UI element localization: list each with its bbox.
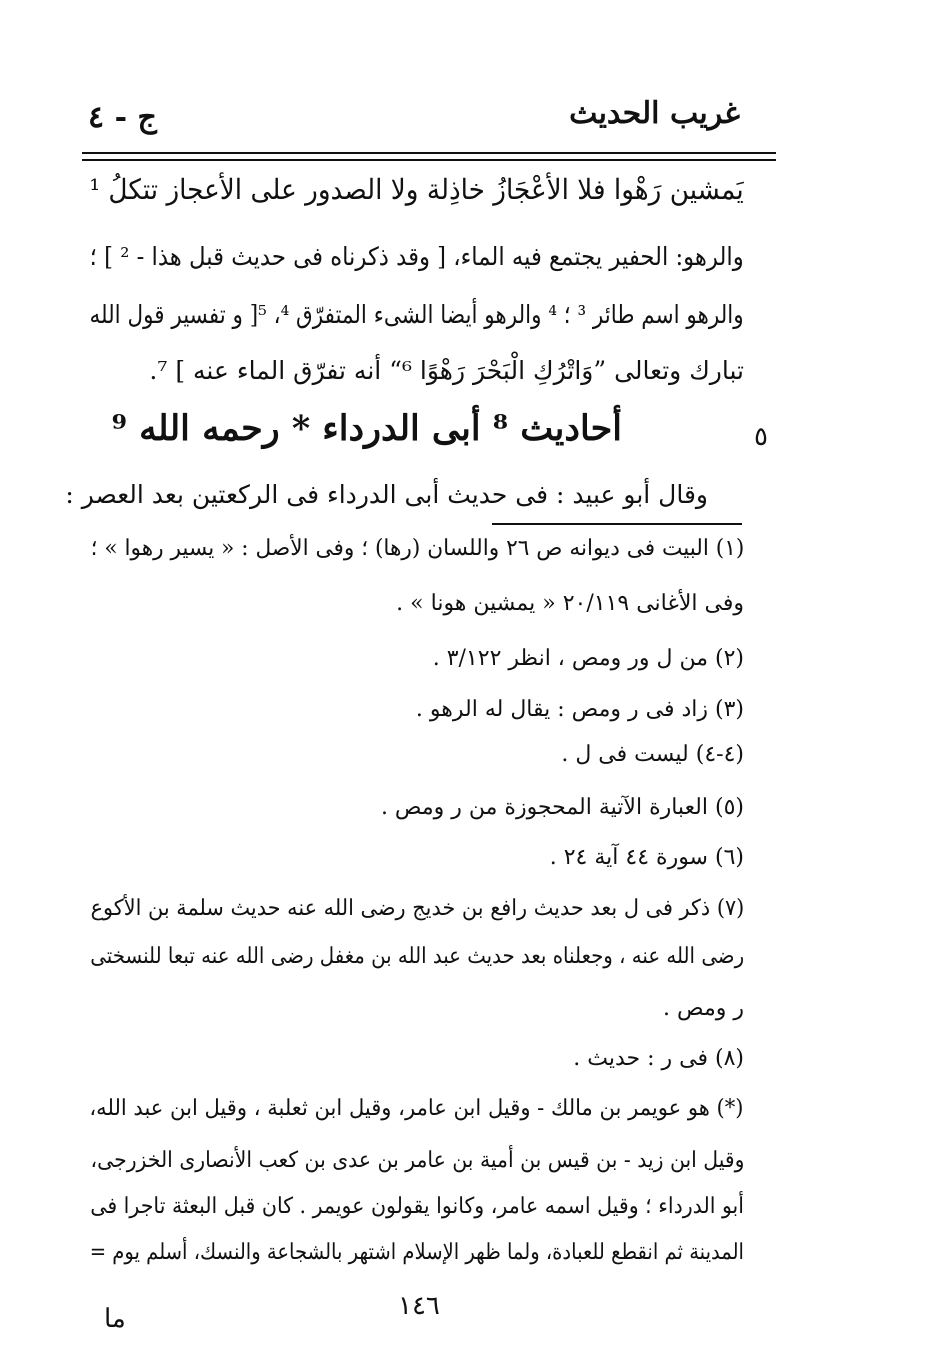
footnote-4: (٤-٤) ليست فى ل . <box>561 742 744 767</box>
footnote-star: (*) هو عويمر بن مالك - وقيل ابن عامر، وقيل ابن ثعلبة ، وقيل ابن عبد الله، <box>89 1096 744 1121</box>
footnote-8: (٨) فى ر : حديث . <box>573 1046 744 1071</box>
volume-label: ج - ٤ <box>88 100 157 135</box>
line-number-marker: ٥ <box>754 422 768 452</box>
footnote-7: (٧) ذكر فى ل بعد حديث رافع بن خديج رضى الله عنه حديث سلمة بن الأكوع <box>90 896 744 921</box>
footnote-2: (٢) من ل ور ومص ، انظر ٣/١٢٢ . <box>432 646 744 671</box>
footnote-3: (٣) زاد فى ر ومص : يقال له الرهو . <box>415 697 744 722</box>
body-line: تبارك وتعالى ”وَاتْرُكِ الْبَحْرَ رَهْوًا ⁶“ أنه تفرّق الماء عنه ] ⁷. <box>149 356 744 385</box>
footnote-star-continued: وقيل ابن زيد - بن قيس بن أمية بن عامر بن عدى بن كعب الأنصارى الخزرجى، <box>90 1148 744 1173</box>
section-heading: أحاديث ⁸ أبى الدرداء * رحمه الله ⁹ <box>111 408 622 449</box>
footnote-separator <box>492 523 742 525</box>
poem-verse: يَمشين رَهْوا فلا الأعْجَازُ خاذِلة ولا الصدور على الأعجاز تتكلُ ¹ <box>89 173 745 206</box>
header-rule-bottom <box>82 159 776 161</box>
header-rule-top <box>82 152 776 154</box>
footnote-6: (٦) سورة ٤٤ آية ٢٤ . <box>549 845 744 870</box>
footnote-1-continued: وفى الأغانى ٢٠/١١٩ « يمشين هونا » . <box>396 591 744 616</box>
footnote-7-continued: رضى الله عنه ، وجعلناه بعد حديث عبد الله بن مغفل رضى الله عنه تبعا للنسختى <box>90 944 744 969</box>
footnote-star-continued: أبو الدرداء ؛ وقيل اسمه عامر، وكانوا يقولون عويمر . كان قبل البعثة تاجرا فى <box>90 1194 744 1219</box>
body-line: والرهو اسم طائر ³ ؛ ⁴ والرهو أيضا الشىء المتفرّق ⁴، ⁵[ و تفسير قول الله <box>89 300 744 329</box>
body-line: وقال أبو عبيد : فى حديث أبى الدرداء فى الركعتين بعد العصر : <box>65 480 708 509</box>
catchword: ما <box>104 1304 126 1334</box>
footnote-5: (٥) العبارة الآتية المحجوزة من ر ومص . <box>380 795 744 820</box>
page-number: ١٤٦ <box>398 1291 440 1321</box>
footnote-1: (١) البيت فى ديوانه ص ٢٦ واللسان (رها) ؛ وفى الأصل : « يسير رهوا » ؛ <box>90 536 744 561</box>
footnote-7-continued: ر ومص . <box>663 996 744 1021</box>
body-line: والرهو: الحفير يجتمع فيه الماء، [ وقد ذكرناه فى حديث قبل هذا - ² ] ؛ <box>89 242 745 271</box>
running-title: غريب الحديث <box>569 96 740 131</box>
footnote-star-continued: المدينة ثم انقطع للعبادة، ولما ظهر الإسلام اشتهر بالشجاعة والنسك، أسلم يوم = <box>89 1240 744 1265</box>
